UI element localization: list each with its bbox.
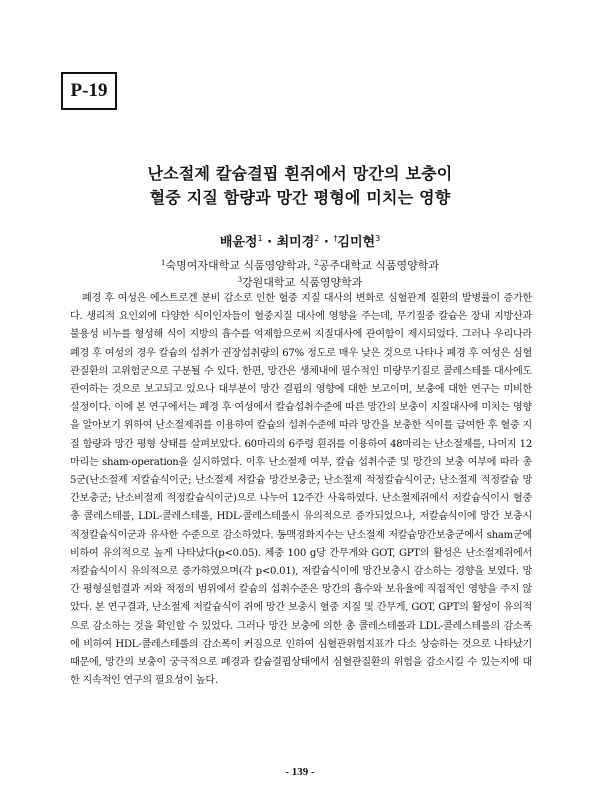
corresponding-author-mark: † xyxy=(333,234,338,243)
author-name: 최미경 xyxy=(276,235,315,250)
author-list xyxy=(0,231,600,250)
author-name: 배윤정 xyxy=(219,235,258,250)
author-separator: · xyxy=(323,235,329,250)
author-separator: · xyxy=(267,235,273,250)
title-line-1: 난소절제 칼슘결핍 흰쥐에서 망간의 보충이 xyxy=(147,164,453,183)
page-number: - 139 - xyxy=(285,766,315,778)
affiliation-mark: 1 xyxy=(161,259,166,267)
author-affiliation-mark: 3 xyxy=(375,234,381,243)
author-affiliation-mark: 2 xyxy=(314,234,320,243)
affiliation-text: 강원대학교 식품영양학과 xyxy=(242,276,363,289)
affiliation-line-1 xyxy=(0,257,600,273)
affiliation-mark: 2 xyxy=(314,259,319,267)
title-line-2: 혈중 지질 함량과 망간 평형에 미치는 영향 xyxy=(149,188,451,207)
affiliation-line-2 xyxy=(0,274,600,290)
affiliation-text: 숙명여자대학교 식품영양학과, xyxy=(165,259,315,272)
session-label: P-19 xyxy=(61,72,117,110)
affiliation-mark: 3 xyxy=(237,276,243,284)
affiliation-text: 공주대학교 식품영양학과 xyxy=(318,259,439,272)
author-affiliation-mark: 1 xyxy=(257,234,263,243)
author-name: 김미현 xyxy=(337,235,376,250)
abstract-body: 폐경 후 여성은 에스트로겐 분비 감소로 인한 혈중 지질 대사의 변화로 심혈관계 질환의 발병률이 증가한다. 생리적 요인외에 다양한 식이인자들이 혈중지질 대사에 영향을 주는데, 무기질중 칼슘은 장내 지방산과 불용성 비누를 형성해 식이 지방의 흡수를 억제함으로써 지질대사에 관여함이 제시되었다. 그러나 우리나라 폐경 후 여성의 경우 칼슘의 섭취가 권장섭취량의 67% 정도로 매우 낮은 것으로 나타나 폐경 후 여성은 심혈관질환의 고위험군으로 구분될 수 있다. 한편, 망간은 생체내에 필수적인 미량무기질로 콜레스테롤 대사에도 관여하는 것으로 보고되고 있으나 대부분이 망간 결핍의 영향에 대한 보고이며, 보충에 대한 연구는 미비한 실정이다. 이에 본 연구에서는 폐경 후 여성에서 칼슘섭취수준에 따른 망간의 보충이 지질대사에 미치는 영향을 알아보기 위하여 난소절제쥐를 이용하여 칼슘의 섭취수준에 따라 망간을 보충한 식이를 급여한 후 혈중 지질 함량과 망간 평형 상태를 살펴보았다. 60마리의 6주령 흰쥐를 이용하여 48마리는 난소절제를, 나머지 12마리는 sham-operation을 실시하였다. 이후 난소절제 여부, 칼슘 섭취수준 및 망간의 보충 여부에 따라 총 5군(난소절제 저칼슘식이군; 난소절제 저칼슘 망간보충군; 난소절제 적정칼슘식이군; 난소절제 적정칼슘 망간보충군; 난소비절제 적정칼슘식이군)으로 나누어 12주간 사육하였다. 난소절제쥐에서 저칼슘식이시 혈중 총 콜레스테롤, LDL-콜레스테롤, HDL-콜레스테롤시 유의적으로 증가되었으나, 저칼슘식이에 망간 보충시 적정칼슘식이군과 유사한 수준으로 감소하였다. 동맥경화지수는 난소절제 저칼슘망간보충군에서 sham군에 비하여 유의적으로 높게 나타났다(p<0.05). 체중 100 g당 간무게와 GOT, GPT의 활성은 난소절제쥐에서 저칼슘식이시 유의적으로 증가하였으며(각 p<0.01), 저칼슘식이에 망간보충시 감소하는 경향을 보였다. 망간 평형실험결과 저와 적정의 범위에서 칼슘의 섭취수준은 망간의 흡수와 보유율에 직접적인 영향을 주지 않았다. 본 연구결과, 난소절제 저칼슘식이 쥐에 망간 보충시 혈중 지질 및 간무게, GOT, GPT의 활성이 유의적으로 감소하는 것을 확인할 수 있었다. 그러나 망간 보충에 의한 총 콜레스테롤과 LDL-콜레스테롤의 감소폭에 비하여 HDL-콜레스테롤의 감소폭이 커짐으로 인하여 심혈관위험지표가 다소 상승하는 것으로 나타났기 때문에, 망간의 보충이 궁극적으로 폐경과 칼슘결핍상태에서 심혈관질환의 위험을 감소시킬 수 있는지에 대한 지속적인 연구의 필요성이 높다. xyxy=(70,293,532,687)
